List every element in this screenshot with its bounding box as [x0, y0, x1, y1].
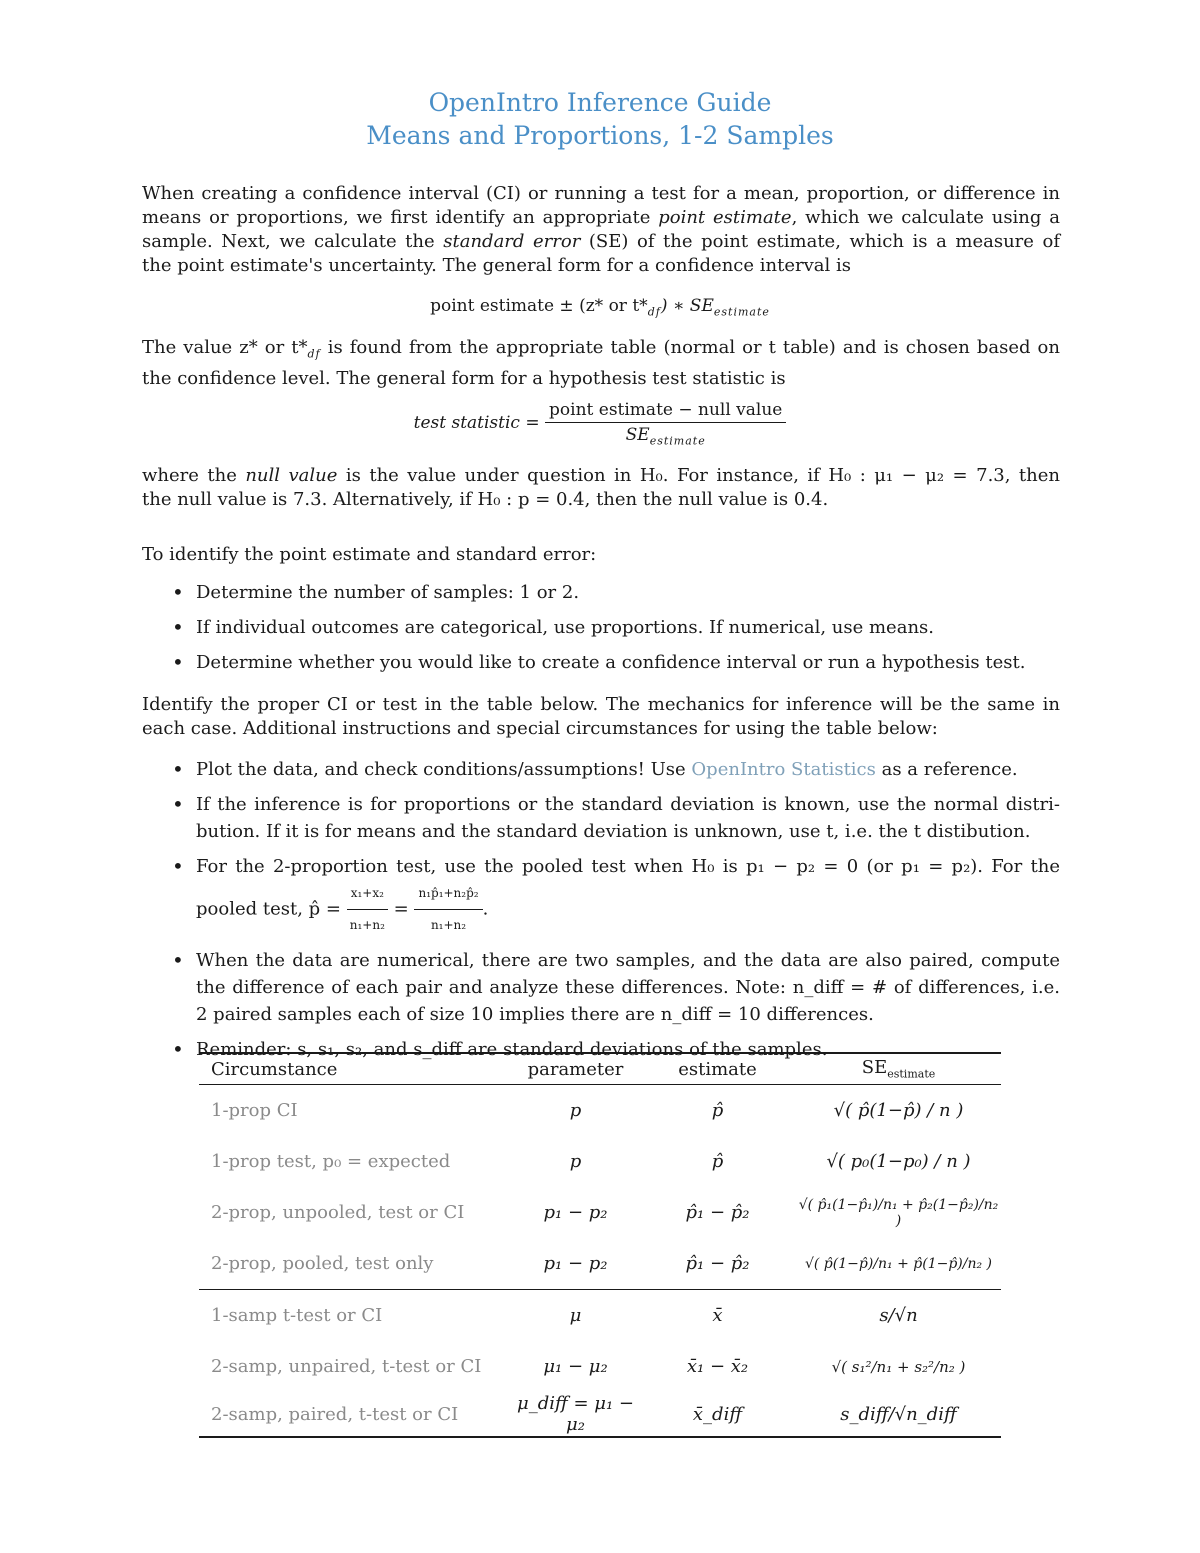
table-row: 2-prop, pooled, test only p₁ − p₂ p̂₁ − p̂₂ √( p̂(1−p̂)/n₁ + p̂(1−p̂)/n₂ ) — [211, 1253, 993, 1274]
list-item: • Plot the data, and check conditions/assumptions! Use OpenIntro Statistics as a reference. — [168, 756, 1060, 783]
list-item: • Determine whether you would like to create a confidence interval or run a hypothesis test. — [168, 649, 1060, 676]
column-header-circumstance: Circumstance — [199, 1053, 512, 1085]
column-header-se: $SE_{estimate}$ — [796, 1053, 1001, 1085]
instructions-bullet-list — [168, 756, 1060, 1071]
test-statistic-formula: test statistic = $\frac{\text{point estimate − null value}}{SE_{estimate}}$ — [0, 400, 1200, 447]
list-item: • When the data are numerical, there are two samples, and the data are also paired, compute the difference of each pair and analyze these differences. Note: n_diff = # of differences, i.e. 2 paired samples each of size 10 implies there are n_diff = 10 differences. — [168, 947, 1060, 1028]
column-header-parameter: parameter — [512, 1053, 639, 1085]
identify-bullet-list — [168, 579, 1060, 684]
table-header-row — [199, 1053, 1001, 1085]
page-title: OpenIntro Inference Guide — [428, 88, 772, 117]
null-value-paragraph: where the null value is the value under question in H₀. For instance, if H₀ : μ₁ − μ₂ = 7.3, then the null value is 7.3. Alternatively, if H₀ : p = 0.4, then the null value is 0.4. — [142, 465, 1061, 510]
page-subtitle: Means and Proportions, 1-2 Samples — [366, 121, 834, 150]
table-row: 2-samp, unpaired, t-test or CI μ₁ − μ₂ x̄₁ − x̄₂ √( s₁²/n₁ + s₂²/n₂ ) — [211, 1356, 966, 1377]
table-row: 2-samp, paired, t-test or CI μ_diff = μ₁ − μ₂ x̄_diff s_diff/√n_diff — [199, 1392, 1001, 1437]
openintro-statistics-link[interactable]: OpenIntro Statistics — [691, 759, 876, 780]
ci-formula: point estimate ± (z* or $t*_{df}$) ∗ $SE_{estimate}$ — [430, 296, 770, 319]
identify-heading: To identify the point estimate and standard error: — [142, 544, 597, 565]
table-row: 1-prop CI p p̂ √( p̂(1−p̂) / n ) — [211, 1100, 964, 1121]
table-row: 1-samp t-test or CI μ x̄ s/√n — [199, 1290, 1001, 1342]
table-row: 1-prop test, p₀ = expected p p̂ √( p₀(1−p₀) / n ) — [211, 1151, 971, 1172]
list-item: • Reminder: s, s₁, s₂, and s_diff are standard deviations of the samples. — [168, 1036, 1060, 1063]
proper-paragraph: Identify the proper CI or test in the table below. The mechanics for inference will be the same in each case. Additional instructions and special circumstances for using the table below: — [142, 694, 1060, 739]
intro-paragraph: When creating a confidence interval (CI) or running a test for a mean, proportion, or difference in means or proportions, we first identify an appropriate point estimate, which we calculate using a sample. Next, we calculate the standard error (SE) of the point estimate, which is a measure of the point estimate's uncertainty. The general form for a confidence interval is — [142, 183, 1061, 276]
column-header-estimate: estimate — [639, 1053, 796, 1085]
inference-table — [199, 1052, 1001, 1438]
list-item: • Determine the number of samples: 1 or 2. — [168, 579, 1060, 606]
table-row: 2-prop, unpooled, test or CI p₁ − p₂ p̂₁ − p̂₂ √( p̂₁(1−p̂₁)/n₁ + p̂₂(1−p̂₂)/n₂ ) — [211, 1196, 999, 1229]
list-item: • For the 2-proportion test, use the pooled test when H₀ is p₁ − p₂ = 0 (or p₁ = p₂). For the pooled test, p̂ = $\frac{\text{x₁+x₂}}{\text{n₁+n₂}}$ = $\frac{\text{n₁p̂₁+n₂p̂₂}}{\text{n₁+n₂}}$ . — [168, 853, 1060, 939]
list-item: • If individual outcomes are categorical, use proportions. If numerical, use means. — [168, 614, 1060, 641]
zt-paragraph: The value z* or $t*_{df}$ is found from the appropriate table (normal or t table) and is chosen based on the confidence level. The general form for a hypothesis test statistic is — [142, 337, 1060, 389]
list-item: • If the inference is for proportions or the standard deviation is known, use the normal distri- bution. If it is for means and the standard deviation is unknown, use t, i.e. the t distibution. — [168, 791, 1060, 845]
